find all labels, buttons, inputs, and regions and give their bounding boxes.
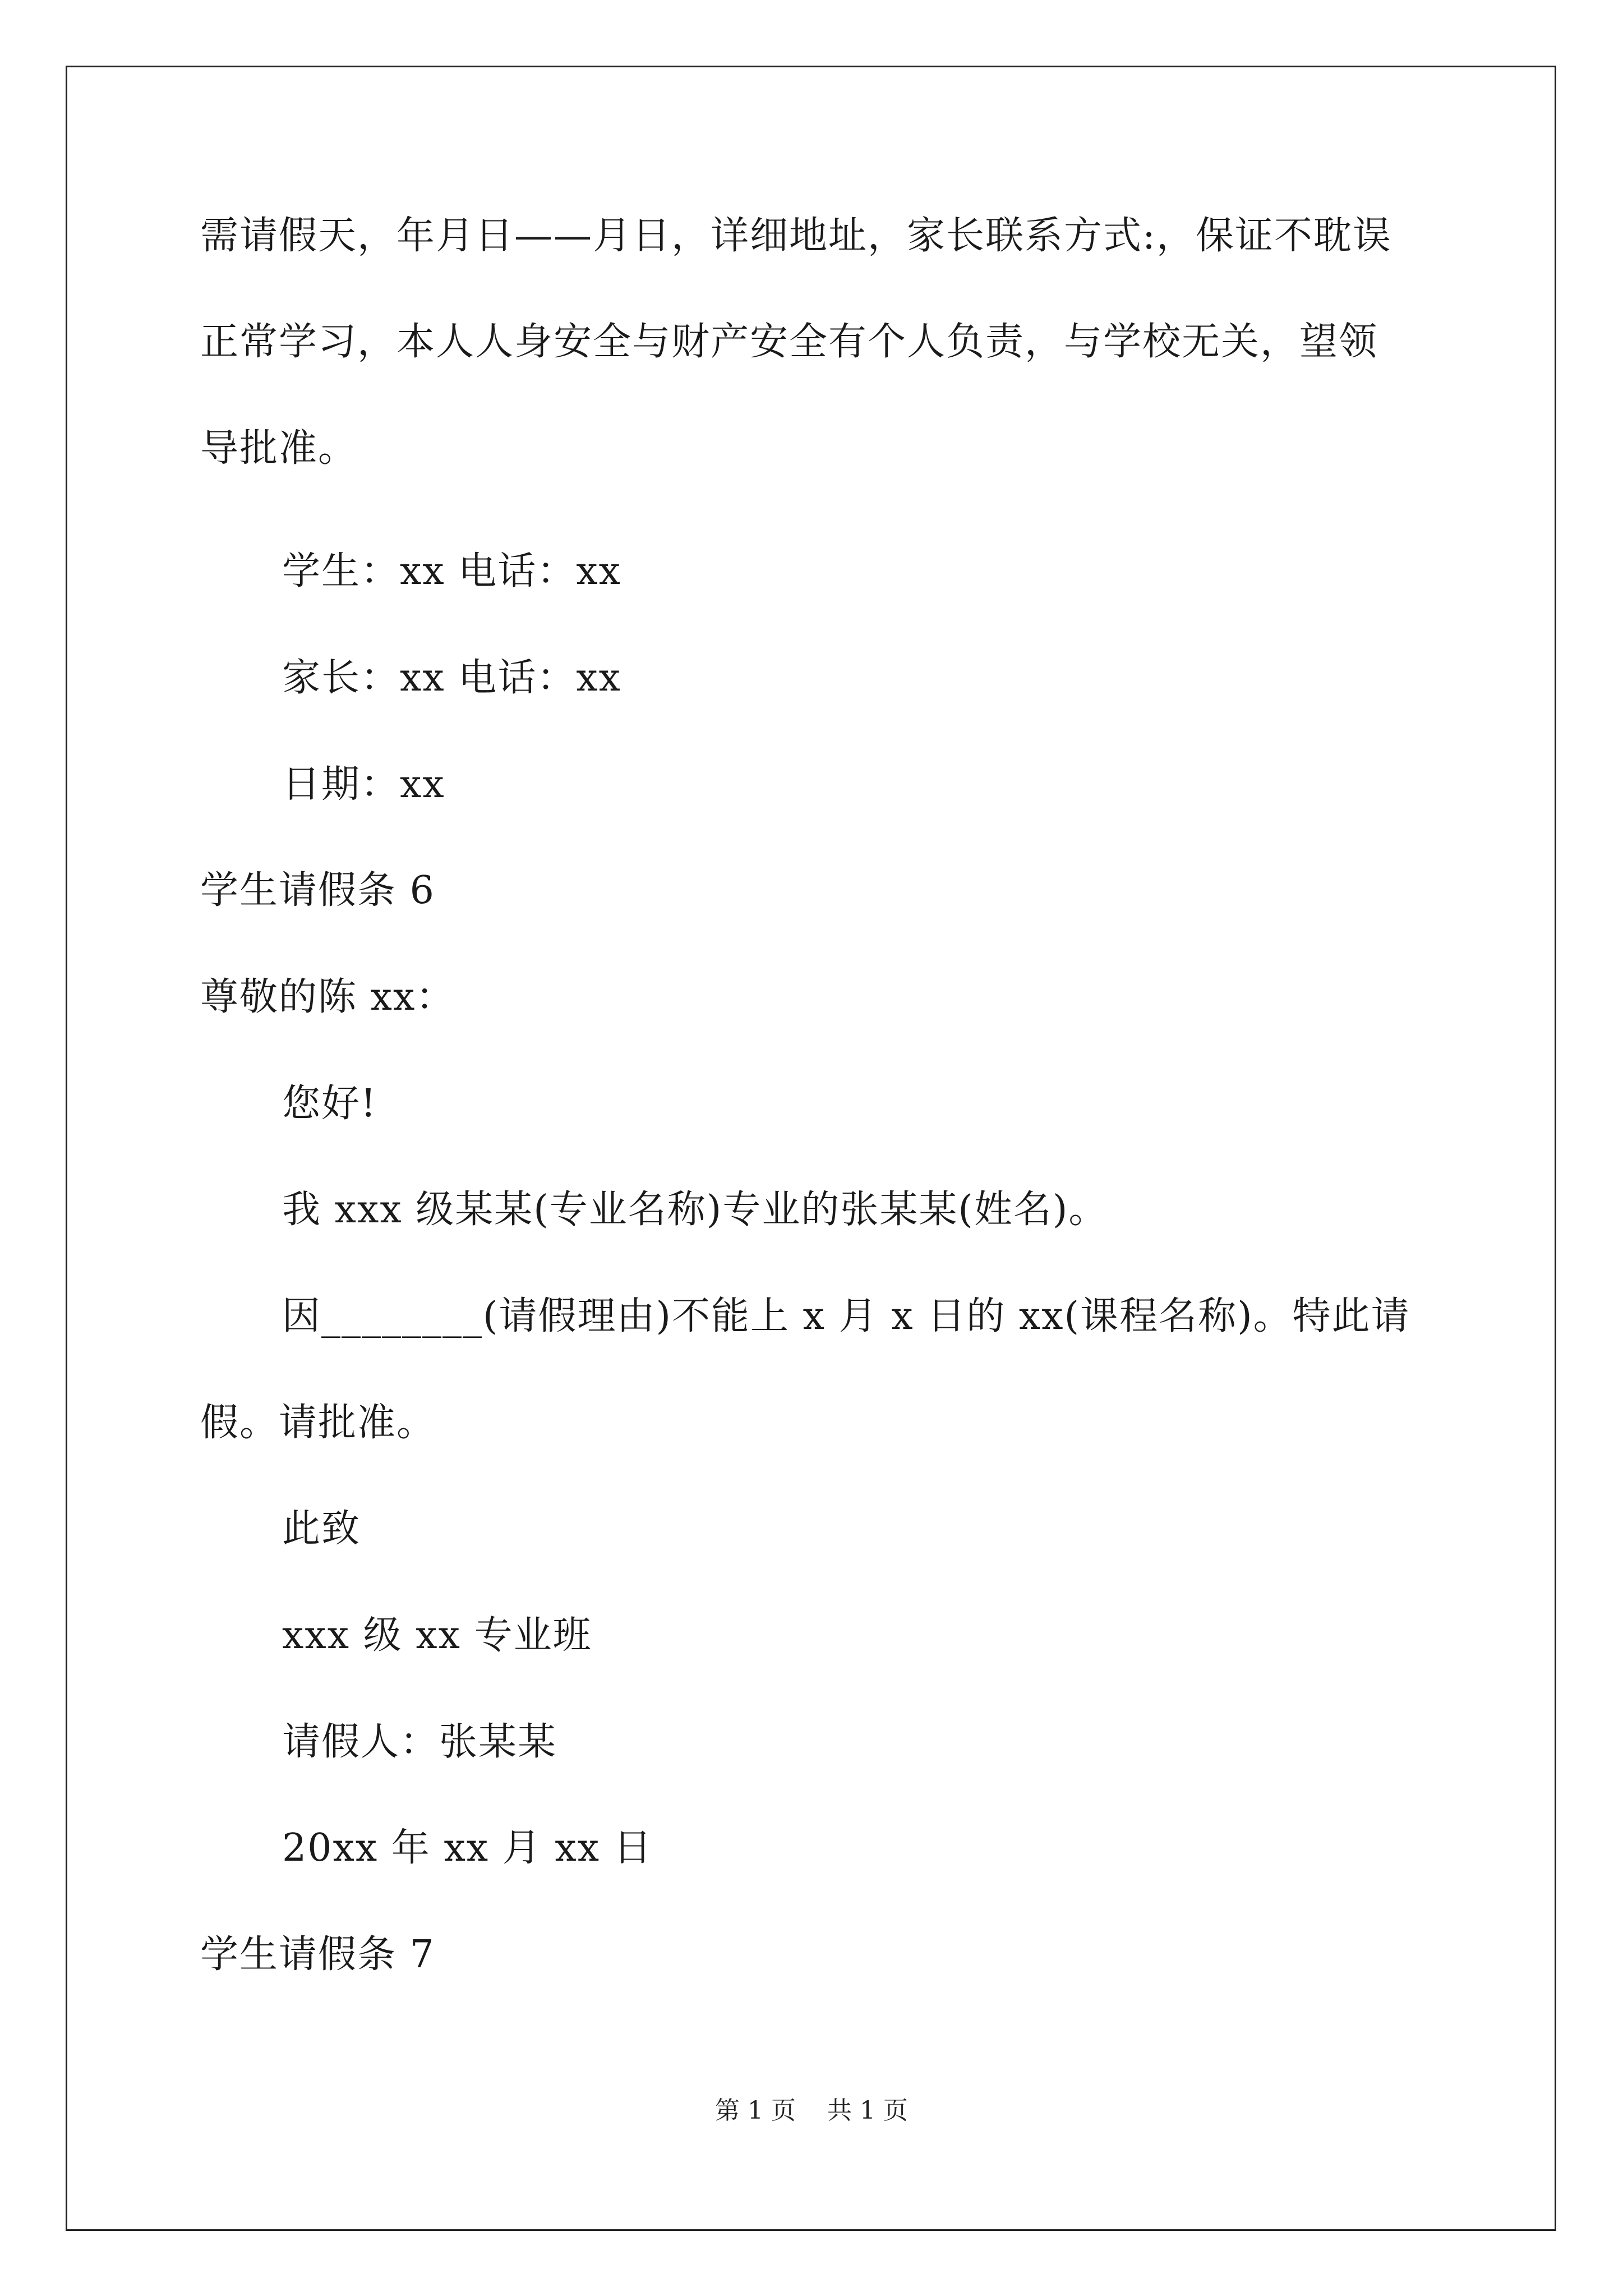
body-line: 需请假天，年月日——月日，详细地址，家长联系方式:，保证不耽误 xyxy=(200,214,1392,258)
section-heading: 学生请假条 7 xyxy=(200,1932,435,1977)
parent-phone-line: 家长：xx 电话：xx xyxy=(282,656,622,700)
body-line: 我 xxx 级某某(专业名称)专业的张某某(姓名)。 xyxy=(282,1188,1108,1232)
class-line: xxx 级 xx 专业班 xyxy=(282,1613,592,1658)
greeting: 您好! xyxy=(282,1082,377,1126)
salutation: 尊敬的陈 xx： xyxy=(200,975,455,1019)
page-border xyxy=(66,66,1556,2231)
page-number-footer: 第 1 页 共 1 页 xyxy=(715,2096,908,2125)
section-heading: 学生请假条 6 xyxy=(200,868,435,913)
date-line: 日期：xx xyxy=(282,762,445,807)
sign-date-line: 20xx 年 xx 月 xx 日 xyxy=(282,1826,653,1870)
body-line: 假。请批准。 xyxy=(200,1401,436,1445)
body-line: 因________(请假理由)不能上 x 月 x 日的 xx(课程名称)。特此请 xyxy=(282,1294,1410,1338)
signature-line: 请假人：张某某 xyxy=(282,1720,557,1764)
body-line: 导批准。 xyxy=(200,426,358,471)
student-phone-line: 学生：xx 电话：xx xyxy=(282,549,622,593)
closing: 此致 xyxy=(282,1507,361,1551)
body-line: 正常学习，本人人身安全与财产安全有个人负责，与学校无关，望领 xyxy=(200,320,1378,364)
